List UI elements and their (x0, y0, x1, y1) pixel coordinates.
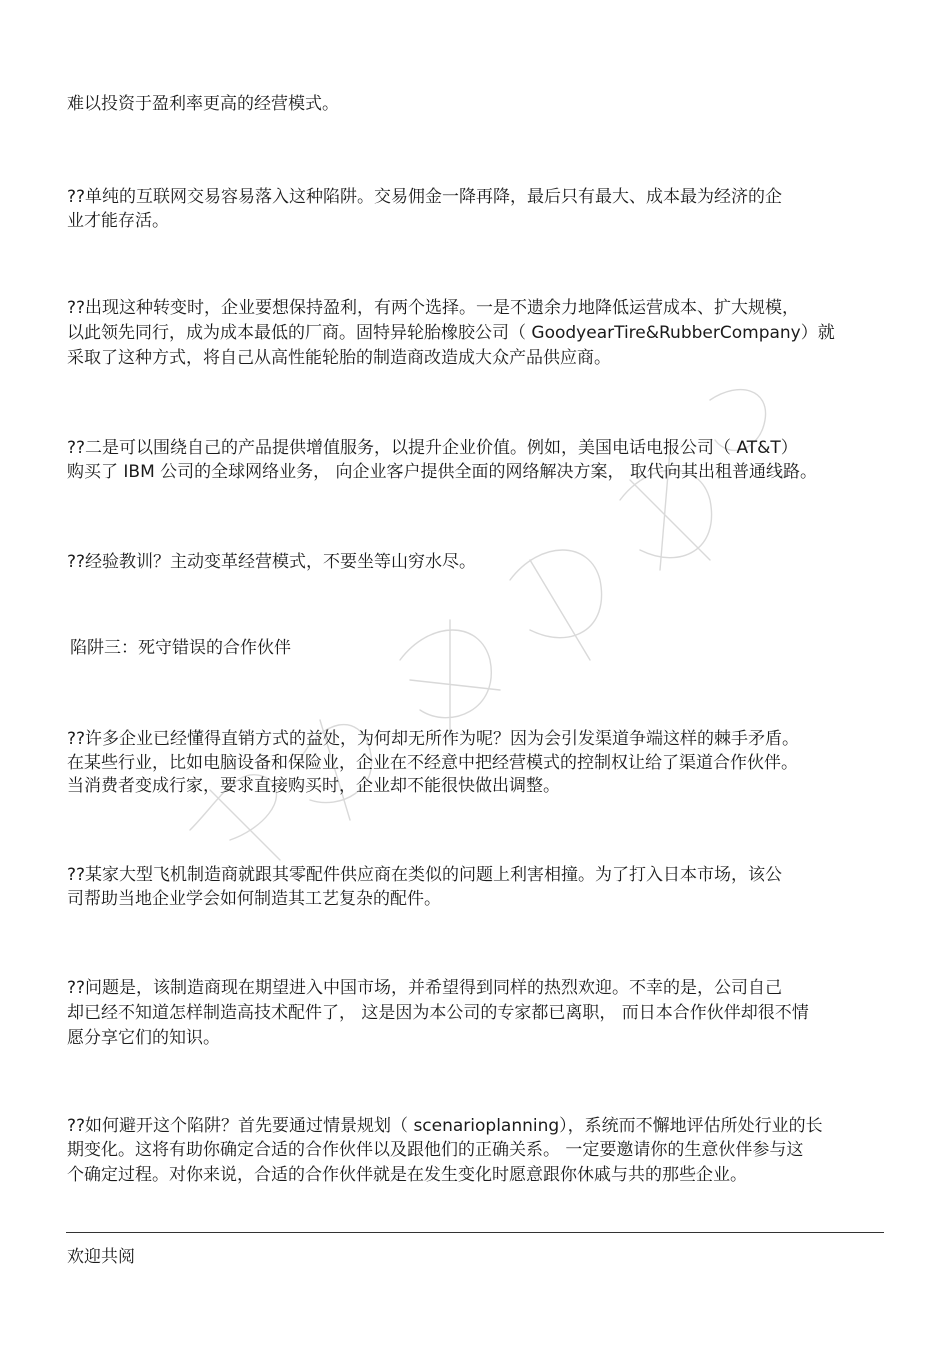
footer-text: 欢迎共阅 (67, 1247, 135, 1267)
paragraph-line: ??如何避开这个陷阱？首先要通过情景规划（ scenarioplanning），系统而不懈地评估所处行业的长 (67, 1116, 823, 1136)
paragraph-line: ??许多企业已经懂得直销方式的益处，为何却无所作为呢？因为会引发渠道争端这样的棘手矛盾。 (67, 729, 800, 749)
paragraph-line: ??问题是，该制造商现在期望进入中国市场，并希望得到同样的热烈欢迎。不幸的是，公司自己 (67, 978, 783, 998)
section-heading: 陷阱三：死守错误的合作伙伴 (70, 638, 291, 658)
paragraph-line: 难以投资于盈利率更高的经营模式。 (67, 94, 339, 114)
footer-divider (66, 1232, 884, 1233)
paragraph-line: 采取了这种方式，将自己从高性能轮胎的制造商改造成大众产品供应商。 (67, 348, 611, 368)
paragraph-line: 当消费者变成行家，要求直接购买时，企业却不能很快做出调整。 (67, 776, 560, 796)
paragraph-line: 以此领先同行，成为成本最低的厂商。固特异轮胎橡胶公司（ GoodyearTire&RubberCompany）就 (67, 323, 835, 343)
paragraph-line: ??二是可以围绕自己的产品提供增值服务，以提升企业价值。例如，美国电话电报公司（ AT&T） (67, 438, 798, 458)
paragraph-line: ??单纯的互联网交易容易落入这种陷阱。交易佣金一降再降，最后只有最大、成本最为经济的企 (67, 187, 783, 207)
paragraph-line: ??出现这种转变时，企业要想保持盈利，有两个选择。一是不遗余力地降低运营成本、扩大规模， (67, 298, 800, 318)
paragraph-line: 个确定过程。对你来说，合适的合作伙伴就是在发生变化时愿意跟你休戚与共的那些企业。 (67, 1165, 747, 1185)
paragraph-line: 司帮助当地企业学会如何制造其工艺复杂的配件。 (67, 889, 441, 909)
paragraph-line: 愿分享它们的知识。 (67, 1028, 220, 1048)
paragraph-line: 却已经不知道怎样制造高技术配件了， 这是因为本公司的专家都已离职， 而日本合作伙伴却很不情 (67, 1003, 809, 1023)
paragraph-line: 购买了 IBM 公司的全球网络业务， 向企业客户提供全面的网络解决方案， 取代向其出租普通线路。 (67, 462, 817, 482)
paragraph-line: 在某些行业，比如电脑设备和保险业，企业在不经意中把经营模式的控制权让给了渠道合作伙伴。 (67, 753, 798, 773)
paragraph-line: 期变化。这将有助你确定合适的合作伙伴以及跟他们的正确关系。 一定要邀请你的生意伙伴参与这 (67, 1140, 804, 1160)
paragraph-line: ??经验教训？主动变革经营模式，不要坐等山穷水尽。 (67, 552, 477, 572)
paragraph-line: ??某家大型飞机制造商就跟其零配件供应商在类似的问题上利害相撞。为了打入日本市场，该公 (67, 865, 783, 885)
paragraph-line: 业才能存活。 (67, 211, 169, 231)
